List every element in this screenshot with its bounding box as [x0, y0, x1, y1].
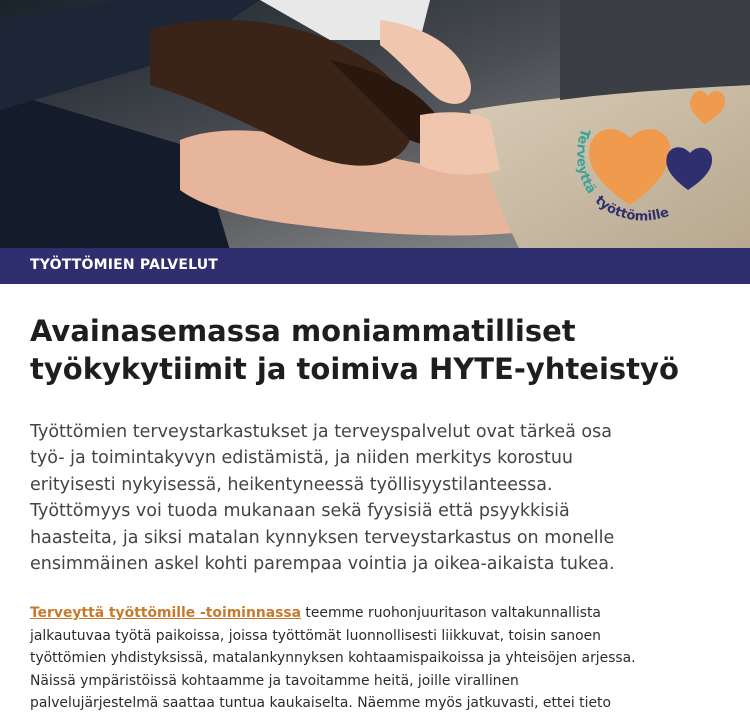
lead-line: Työttömyys voi tuoda mukanaan sekä fyysisiä että psyykkisiä [30, 501, 570, 522]
article-title [30, 312, 730, 388]
logo-text-line1: Terveyttä [573, 126, 599, 197]
title-line-1: Avainasemassa moniammatilliset [30, 314, 576, 348]
lead-line: työ- ja toimintakyvyn edistämistä, ja niiden merkitys korostuu [30, 448, 573, 469]
terveytta-tyottomille-logo [560, 90, 740, 230]
lead-line: haasteita, ja siksi matalan kynnyksen terveystarkastus on monelle [30, 527, 615, 548]
body-line: palvelujärjestelmä saattaa tuntua kaukaiselta. Näemme myös jatkuvasti, ettei tieto [30, 695, 611, 711]
logo-text-line2: työttömille [591, 193, 672, 225]
category-label: TYÖTTÖMIEN PALVELUT [30, 257, 219, 273]
category-bar [0, 248, 750, 284]
article-lead [30, 419, 730, 577]
orange-heart-icon [589, 129, 670, 205]
body-line: Näissä ympäristöissä kohtaamme ja tavoitamme heitä, joille virallinen [30, 672, 519, 689]
body-line-1-rest: teemme ruohonjuuritason valtakunnallista [301, 605, 601, 621]
body-line: työttömien yhdistyksissä, matalankynnyksen kohtaamispaikoissa ja yhteisöjen arjessa. [30, 650, 636, 666]
hero-image [0, 0, 750, 250]
terveytta-tyottomille-link[interactable]: Terveyttä työttömille -toiminnassa [30, 605, 302, 621]
lead-line: ensimmäinen askel kohti parempaa vointia ja oikea-aikaista tukea. [30, 554, 615, 575]
navy-heart-icon [666, 147, 712, 190]
small-orange-heart-icon [690, 91, 725, 124]
article-body [30, 602, 730, 715]
title-line-2: työkykytiimit ja toimiva HYTE-yhteistyö [30, 352, 679, 386]
body-line: jalkautuvaa työtä paikoissa, joissa työttömät luonnollisesti liikkuvat, toisin sanoen [30, 627, 601, 644]
lead-line: erityisesti nykyisessä, heikentyneessä työllisyystilanteessa. [30, 474, 553, 495]
lead-line: Työttömien terveystarkastukset ja terveyspalvelut ovat tärkeä osa [30, 422, 612, 442]
